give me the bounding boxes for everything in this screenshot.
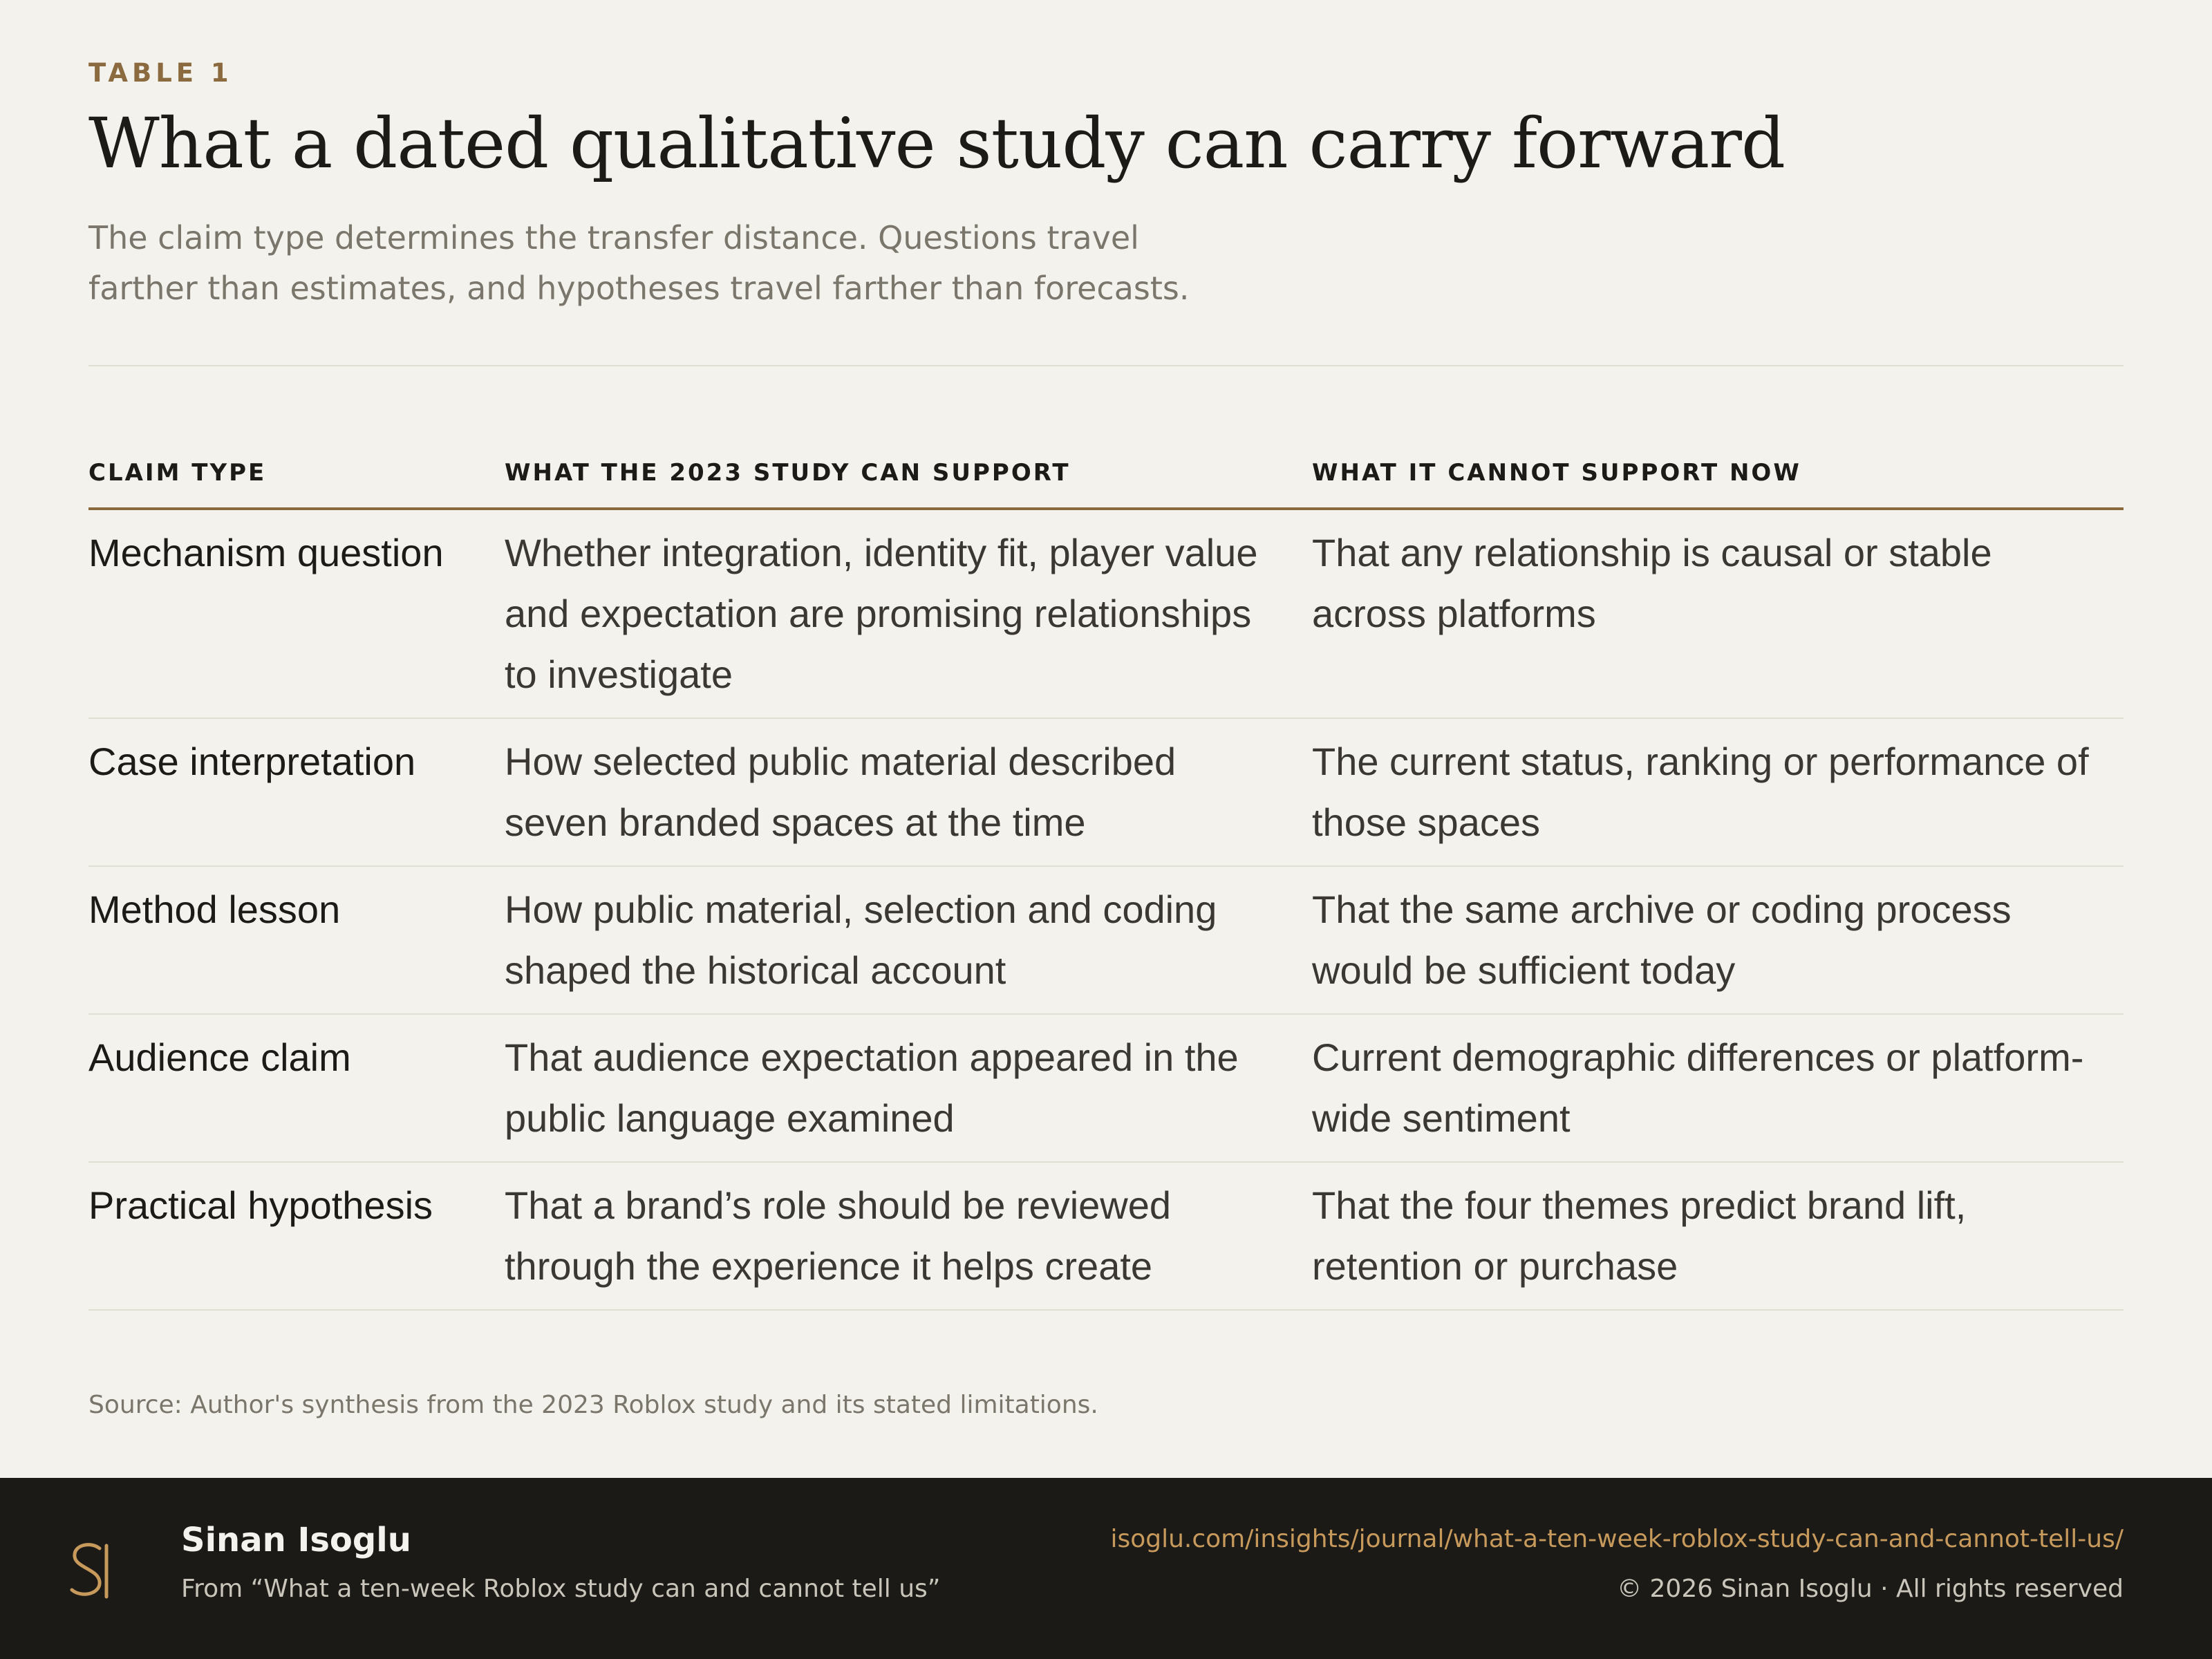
page-subtitle: The claim type determines the transfer distance. Questions travel farther than estimates, and hypotheses travel farther than forecasts. [88,219,1190,307]
table-row [88,718,2124,866]
copyright: © 2026 Sinan Isoglu · All rights reserved [1617,1575,2124,1603]
claims-table [88,442,2124,1311]
author-name: Sinan Isoglu [181,1521,411,1559]
can-support-cell: Whether integration, identity fit, player value and expectation are promising relationships to investigate [505,509,1312,718]
table-label: TABLE 1 [88,58,233,88]
page-title: What a dated qualitative study can carry forward [88,103,1785,184]
article-source: From “What a ten-week Roblox study can and cannot tell us” [181,1575,941,1603]
table-row [88,1162,2124,1310]
column-header-claim-type: CLAIM TYPE [88,442,505,509]
can-support-cell: How selected public material described seven branded spaces at the time [505,718,1312,866]
claim-type-cell: Case interpretation [88,718,505,866]
cannot-support-cell: That the same archive or coding process would be sufficient today [1312,866,2124,1014]
can-support-cell: That audience expectation appeared in the public language examined [505,1014,1312,1162]
footer [0,1478,2212,1659]
table-header-row [88,442,2124,509]
monogram-si-icon [64,1539,119,1601]
claim-type-cell: Practical hypothesis [88,1162,505,1310]
article-link[interactable]: isoglu.com/insights/journal/what-a-ten-week-roblox-study-can-and-cannot-tell-us/ [1110,1525,2124,1553]
cannot-support-cell: Current demographic differences or platform-wide sentiment [1312,1014,2124,1162]
source-note: Source: Author's synthesis from the 2023 Roblox study and its stated limitations. [88,1391,1098,1419]
can-support-cell: That a brand’s role should be reviewed through the experience it helps create [505,1162,1312,1310]
claim-type-cell: Mechanism question [88,509,505,718]
column-header-can-support: WHAT THE 2023 STUDY CAN SUPPORT [505,442,1312,509]
cannot-support-cell: The current status, ranking or performance of those spaces [1312,718,2124,866]
table-row [88,866,2124,1014]
can-support-cell: How public material, selection and coding shaped the historical account [505,866,1312,1014]
cannot-support-cell: That any relationship is causal or stable across platforms [1312,509,2124,718]
claim-type-cell: Audience claim [88,1014,505,1162]
table-row [88,509,2124,718]
column-header-cannot-support: WHAT IT CANNOT SUPPORT NOW [1312,442,2124,509]
table-row [88,1014,2124,1162]
cannot-support-cell: That the four themes predict brand lift, retention or purchase [1312,1162,2124,1310]
claim-type-cell: Method lesson [88,866,505,1014]
divider [88,365,2124,366]
